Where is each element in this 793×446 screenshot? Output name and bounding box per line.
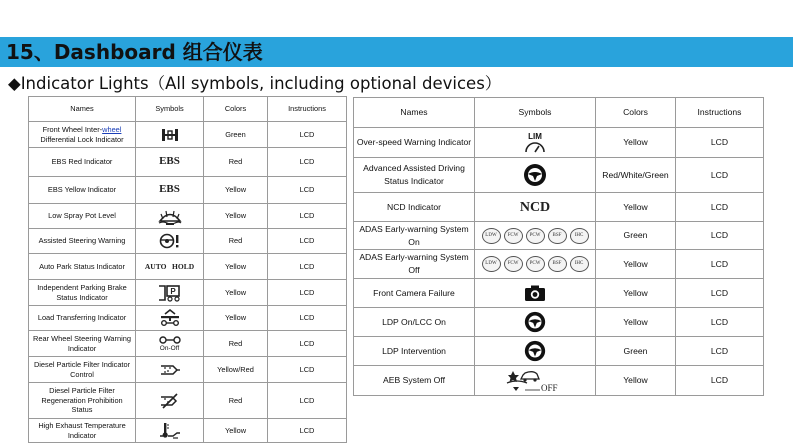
table-row xyxy=(354,279,764,308)
pcw-icon: PCW xyxy=(526,256,545,272)
parking-brake-icon xyxy=(157,284,183,302)
washer-fluid-icon xyxy=(157,206,183,226)
indicator-instruction: LCD xyxy=(268,122,347,148)
indicator-name: LDP On/LCC On xyxy=(354,308,475,337)
indicator-instruction: LCD xyxy=(676,337,764,366)
steering-wheel-icon xyxy=(523,310,547,334)
indicator-name: Over-speed Warning Indicator xyxy=(354,128,475,158)
indicator-name: Assisted Steering Warning xyxy=(29,229,136,254)
indicator-instruction: LCD xyxy=(676,250,764,279)
indicator-color: Yellow xyxy=(596,193,676,222)
indicator-name: Front Wheel Inter-wheel Differential Lock Indicator xyxy=(29,122,136,148)
indicator-instruction: LCD xyxy=(268,254,347,280)
table-row xyxy=(29,254,347,280)
indicator-name: LDP Intervention xyxy=(354,337,475,366)
indicator-name: Diesel Particle Filter Indicator Control xyxy=(29,357,136,383)
table-row xyxy=(354,193,764,222)
table-row xyxy=(29,229,347,254)
indicator-instruction: LCD xyxy=(268,383,347,419)
bsf-icon: BSF xyxy=(548,228,567,244)
ihc-icon: IHC xyxy=(570,228,589,244)
indicator-name: Independent Parking Brake Status Indicator xyxy=(29,280,136,306)
indicator-name: ADAS Early-warning System On xyxy=(354,222,475,250)
pcw-icon: PCW xyxy=(526,228,545,244)
indicator-name: Advanced Assisted Driving Status Indicator xyxy=(354,158,475,193)
ihc-icon: IHC xyxy=(570,256,589,272)
indicator-name: Front Camera Failure xyxy=(354,279,475,308)
steering-wheel-icon xyxy=(522,162,548,188)
indicator-color: Yellow/Red xyxy=(204,357,268,383)
indicator-instruction: LCD xyxy=(676,366,764,396)
steering-wheel-icon xyxy=(523,339,547,363)
diff-lock-icon xyxy=(160,128,180,142)
svg-text:P: P xyxy=(169,286,176,296)
indicator-color: Yellow xyxy=(204,419,268,443)
indicator-color: Yellow xyxy=(596,279,676,308)
indicator-color: Yellow xyxy=(204,177,268,204)
overspeed-icon xyxy=(524,133,546,153)
table-row xyxy=(354,337,764,366)
table-row xyxy=(29,331,347,357)
table-row xyxy=(29,419,347,443)
header-colors: Colors xyxy=(204,97,268,122)
header-instructions: Instructions xyxy=(268,97,347,122)
indicator-name: AEB System Off xyxy=(354,366,475,396)
ldw-icon: LDW xyxy=(482,256,501,272)
lim-label: LIM xyxy=(528,131,542,141)
table-row xyxy=(354,308,764,337)
indicator-instruction: LCD xyxy=(268,419,347,443)
adas-icons xyxy=(477,228,593,244)
indicator-name: Rear Wheel Steering Warning Indicator xyxy=(29,331,136,357)
indicator-color: Yellow xyxy=(596,308,676,337)
indicator-color: Yellow xyxy=(596,366,676,396)
indicator-color: Green xyxy=(596,337,676,366)
indicator-name: NCD Indicator xyxy=(354,193,475,222)
header-colors: Colors xyxy=(596,98,676,128)
svg-text:OFF: OFF xyxy=(541,382,558,393)
table-row xyxy=(29,357,347,383)
indicator-color: Green xyxy=(596,222,676,250)
table-row xyxy=(29,122,347,148)
header-symbols: Symbols xyxy=(136,97,204,122)
ebs-icon: EBS xyxy=(159,155,180,168)
indicator-instruction: LCD xyxy=(676,193,764,222)
rear-steering-icon xyxy=(158,335,182,352)
fcw-icon: FCW xyxy=(504,228,523,244)
name-link[interactable]: wheel xyxy=(102,125,122,134)
adas-icons xyxy=(477,256,593,272)
page-title: 15、Dashboard 组合仪表 xyxy=(0,37,793,67)
indicator-color: Green xyxy=(204,122,268,148)
table-row xyxy=(29,280,347,306)
fcw-icon: FCW xyxy=(504,256,523,272)
indicator-instruction: LCD xyxy=(268,204,347,229)
indicator-color: Yellow xyxy=(596,250,676,279)
indicator-instruction: LCD xyxy=(268,148,347,177)
ncd-icon: NCD xyxy=(519,199,551,215)
indicator-instruction: LCD xyxy=(268,357,347,383)
table-row xyxy=(29,383,347,419)
indicator-color: Red xyxy=(204,148,268,177)
indicator-color: Red xyxy=(204,383,268,419)
aeb-off-icon xyxy=(503,369,567,393)
ebs-icon: EBS xyxy=(159,183,180,196)
bsf-icon: BSF xyxy=(548,256,567,272)
ldw-icon: LDW xyxy=(482,228,501,244)
indicator-color: Yellow xyxy=(204,280,268,306)
indicator-name: EBS Yellow Indicator xyxy=(29,177,136,204)
table-row xyxy=(29,306,347,331)
table-row xyxy=(354,366,764,396)
dpf-icon xyxy=(159,362,181,378)
indicator-instruction: LCD xyxy=(268,177,347,204)
indicator-color: Yellow xyxy=(204,306,268,331)
indicator-instruction: LCD xyxy=(268,280,347,306)
table-row xyxy=(29,148,347,177)
dpf-prohibit-icon xyxy=(159,392,181,410)
indicator-instruction: LCD xyxy=(676,279,764,308)
auto-hold-icon: AUTO HOLD xyxy=(144,261,195,271)
indicator-name: Load Transferring Indicator xyxy=(29,306,136,331)
header-names: Names xyxy=(29,97,136,122)
indicator-instruction: LCD xyxy=(676,308,764,337)
table-row xyxy=(29,204,347,229)
indicator-name: ADAS Early-warning System Off xyxy=(354,250,475,279)
steering-warning-icon xyxy=(159,233,181,249)
indicator-color: Red/White/Green xyxy=(596,158,676,193)
indicator-instruction: LCD xyxy=(676,222,764,250)
indicator-color: Yellow xyxy=(204,204,268,229)
top-strip xyxy=(0,0,793,37)
table-row xyxy=(354,158,764,193)
header-instructions: Instructions xyxy=(676,98,764,128)
indicator-instruction: LCD xyxy=(268,229,347,254)
indicator-color: Yellow xyxy=(596,128,676,158)
table-row xyxy=(354,128,764,158)
indicator-name: Low Spray Pot Level xyxy=(29,204,136,229)
indicator-name: Auto Park Status Indicator xyxy=(29,254,136,280)
exhaust-temp-icon xyxy=(158,422,182,440)
indicator-table-right xyxy=(353,97,764,396)
indicator-name: High Exhaust Temperature Indicator xyxy=(29,419,136,443)
header-names: Names xyxy=(354,98,475,128)
table-row xyxy=(29,177,347,204)
indicator-table-left xyxy=(28,96,347,443)
table-row xyxy=(354,222,764,250)
indicator-color: Red xyxy=(204,229,268,254)
on-off-label: On-Off xyxy=(159,345,180,352)
section-subtitle: ◆Indicator Lights（All symbols, including optional devices） xyxy=(8,74,502,93)
table-row xyxy=(354,250,764,279)
indicator-instruction: LCD xyxy=(676,158,764,193)
indicator-instruction: LCD xyxy=(268,331,347,357)
indicator-color: Yellow xyxy=(204,254,268,280)
indicator-instruction: LCD xyxy=(268,306,347,331)
indicator-name: Diesel Particle Filter Regeneration Prohibition Status xyxy=(29,383,136,419)
indicator-name: EBS Red Indicator xyxy=(29,148,136,177)
camera-icon xyxy=(523,284,547,302)
header-symbols: Symbols xyxy=(475,98,596,128)
load-transfer-icon xyxy=(159,309,181,327)
indicator-instruction: LCD xyxy=(676,128,764,158)
indicator-color: Red xyxy=(204,331,268,357)
